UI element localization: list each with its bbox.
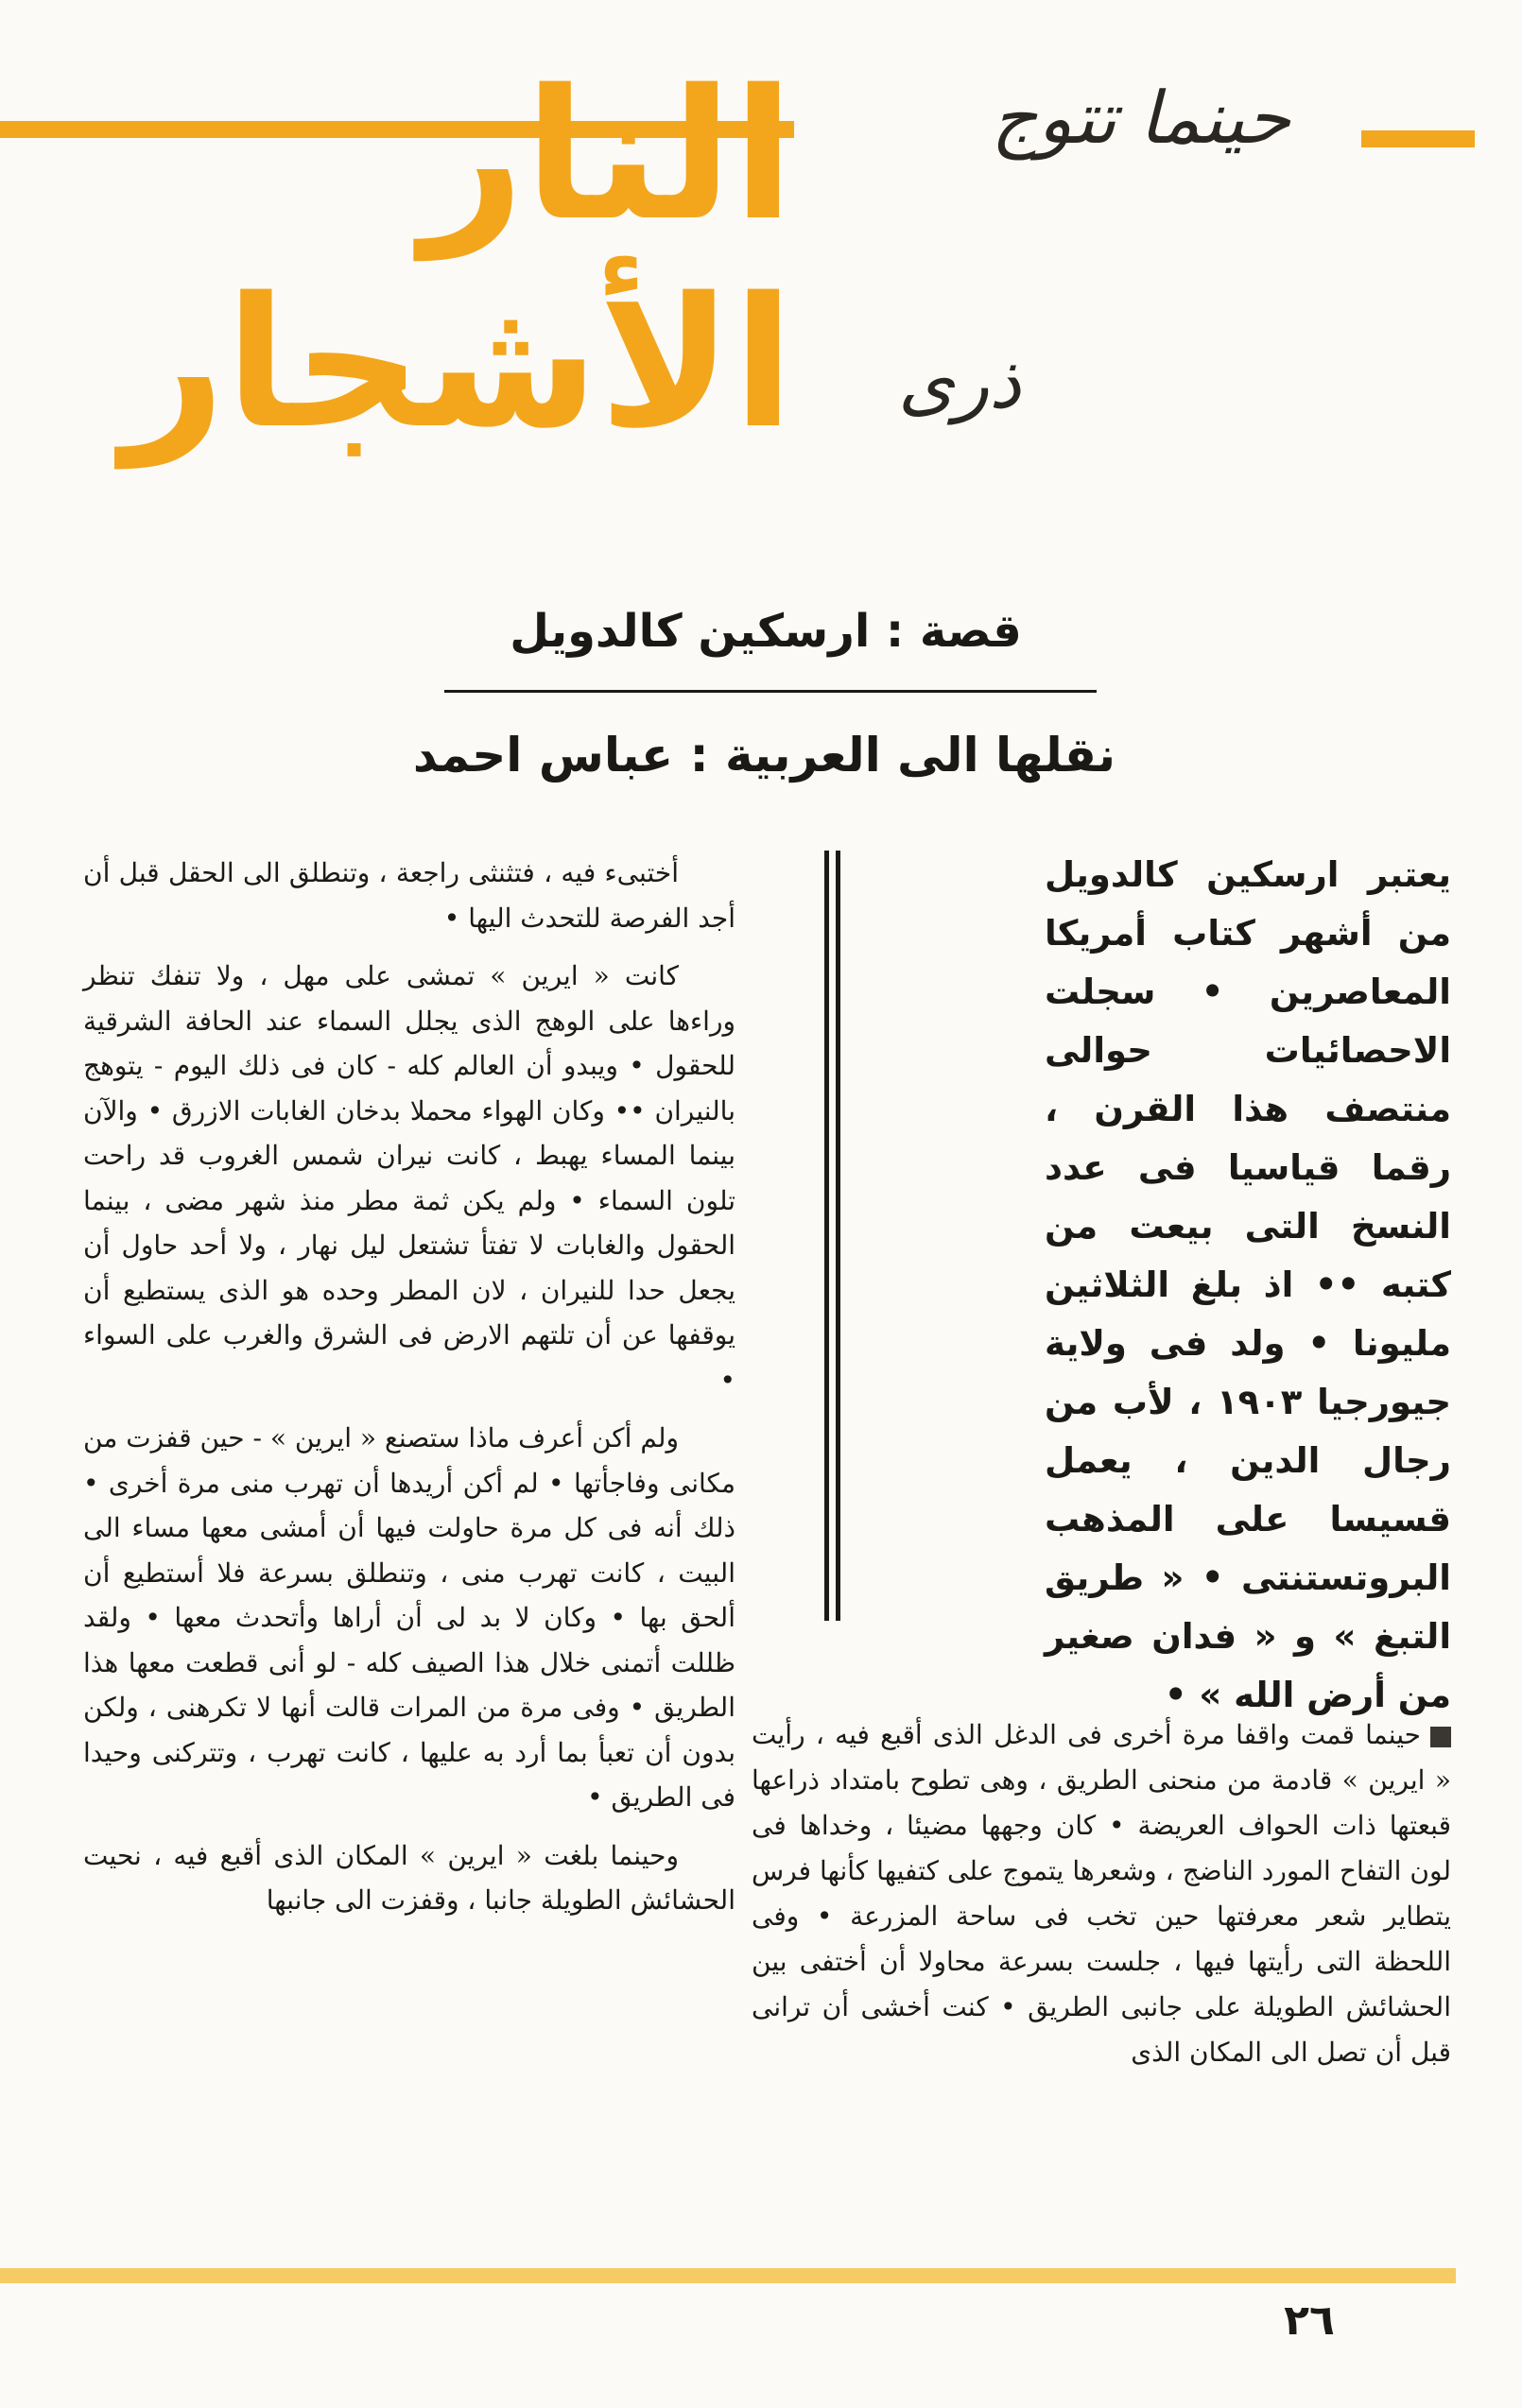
byline-divider <box>444 690 1097 693</box>
story-column-right <box>752 1712 1451 2075</box>
header-rule-right <box>1361 130 1475 147</box>
title-connector: ذرى <box>897 340 1021 424</box>
story-paragraph: كانت « ايرين » تمشى على مهل ، ولا تنفك تنظر وراءها على الوهج الذى يجلل السماء عند الحافة الشرقية للحقول • ويبدو أن العالم كله - كان فى ذلك اليوم - يتوهج بالنيران •• وكان الهواء محملا بدخان الغابات الازرق • والآن بينما المساء يهبط ، كانت نيران شمس الغروب قد راحت تلون السماء • ولم يكن ثمة مطر منذ شهر مضى ، بينما الحقول والغابات لا تفتأ تشتعل ليل نهار ، ولا أحد حاول أن يجعل حدا للنيران ، لان المطر وحده هو الذى يستطيع أن يوقفها عن أن تلتهم الارض فى الشرق والغرب على السواء • <box>83 960 735 1396</box>
story-paragraph: وحينما بلغت « ايرين » المكان الذى أقبع فيه ، نحيت الحشائش الطويلة جانبا ، وقفزت الى جانبها <box>83 1839 735 1916</box>
title-prefix: حينما تتوج <box>991 76 1290 160</box>
story-column-left <box>83 851 735 1923</box>
story-opening-paragraph: حينما قمت واقفا مرة أخرى فى الدغل الذى أقبع فيه ، رأيت « ايرين » قادمة من منحنى الطريق ، وهى تطوح بامتداد ذراعها قبعتها ذات الحواف العريضة • كان وجهها مضيئا ، وخداها فى لون التفاح المورد الناضج ، وشعرها يتموج على كتفيها كأنها فرس يتطاير شعر معرفتها حين تخب فى ساحة المزرعة • وفى اللحظة التى رأيتها فيها ، جلست بسرعة محاولا أن أختفى بين الحشائش الطويلة على جانبى الطريق • كنت أخشى أن ترانى قبل أن تصل الى المكان الذى <box>752 1719 1451 2068</box>
story-paragraph: ولم أكن أعرف ماذا ستصنع « ايرين » - حين قفزت من مكانى وفاجأتها • لم أكن أريدها أن تهرب منى مرة أخرى • ذلك أنه فى كل مرة حاولت فيها أن أمشى معها مساء الى البيت ، كانت تهرب منى ، وتنطلق بسرعة فلا أستطيع أن ألحق بها • وكان لا بد لى أن أراها وأتحدث معها • ولقد ظللت أتمنى خلال هذا الصيف كله - لو أنى قطعت معها هذا الطريق • وفى مرة من المرات قالت أنها لا تكرهنى ، ولكن بدون أن تعبأ بما أرد به عليها ، كانت تهرب ، وتتركنى وحيدا فى الطريق • <box>83 1422 735 1813</box>
story-translator: نقلها الى العربية : عباس احمد <box>412 728 1116 783</box>
paragraph-bullet-icon <box>1430 1727 1451 1747</box>
story-author: قصة : ارسكين كالدويل <box>510 605 1022 658</box>
author-intro: يعتبر ارسكين كالدويل من أشهر كتاب أمريكا المعاصرين • سجلت الاحصائيات حوالى منتصف هذا القرن ، رقما قياسيا فى عدد النسخ التى بيعت من كتبه •• اذ بلغ الثلاثين مليونا • ولد فى ولاية جيورجيا ١٩٠٣ ، لأب من رجال الدين ، يعمل قسيسا على المذهب البروتستنتى • « طريق التبغ » و « فدان صغير من أرض الله » • <box>1045 854 1452 1715</box>
column-divider <box>836 851 840 1621</box>
footer-rule <box>0 2268 1456 2283</box>
story-paragraph: أختبىء فيه ، فتثنثى راجعة ، وتنطلق الى الحقل قبل أن أجد الفرصة للتحدث اليها • <box>83 857 735 934</box>
title-word-fire: النار <box>421 51 794 260</box>
column-divider <box>824 851 829 1621</box>
title-word-trees: الأشجار <box>121 259 794 468</box>
page-number: ٢٦ <box>1284 2296 1335 2345</box>
